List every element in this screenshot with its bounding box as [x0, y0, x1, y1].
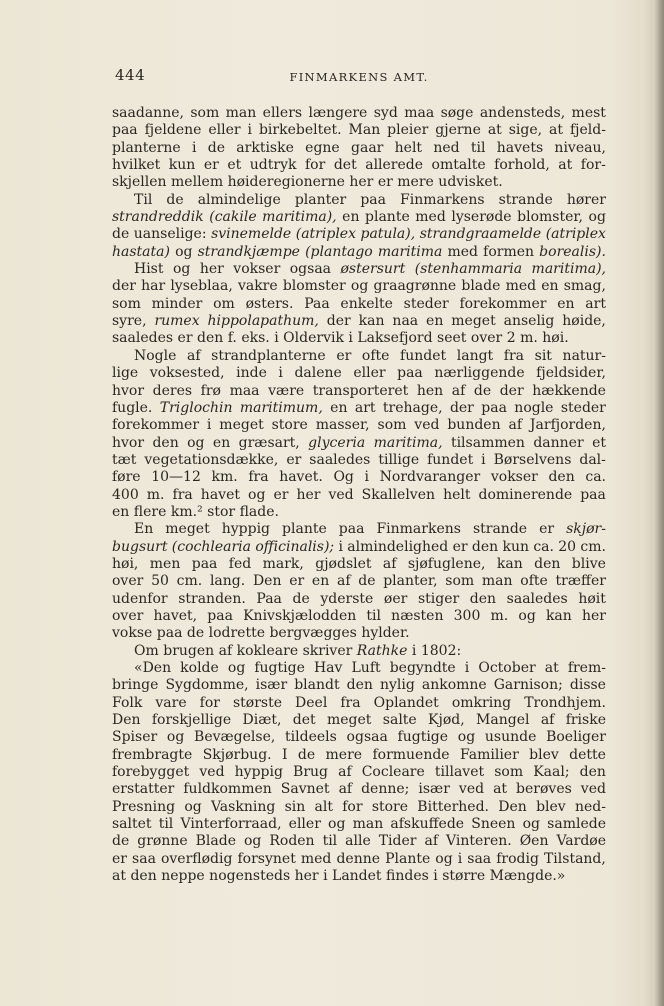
text-line: høi, men paa fed mark, gjødslet af sjøfuglene, kan den blive [112, 555, 606, 572]
text-line: over havet, paa Knivskjælodden til næsten 300 m. og kan her [112, 607, 606, 624]
text-line: lige voksested, inde i dalene eller paa nærliggende fjeldsider, [112, 365, 606, 382]
text-line: en flere km.² stor flade. [112, 503, 279, 520]
text-line: forekommer i meget store masser, som ved bunden af Jarfjorden, [112, 417, 606, 434]
text-line: Den forskjellige Diæt, det meget salte Kjød, Mangel af friske [112, 712, 606, 729]
text-line: Hist og her vokser ogsaa østersurt (stenhammaria maritima), [134, 261, 606, 278]
text-line: frembragte Skjørbug. I de mere formuende Familier blev dette [112, 746, 606, 763]
text-line: Om brugen af kokleare skriver Rathke i 1802: [134, 642, 462, 659]
text-line: hastata) og strandkjæmpe (plantago maritima med formen borealis). [112, 243, 606, 260]
text-line: En meget hyppig plante paa Finmarkens strande er skjør- [134, 521, 606, 538]
text-line: vokse paa de lodrette bergvægges hylder. [112, 625, 410, 642]
text-line: føre 10—12 km. fra havet. Og i Nordvaranger vokser den ca. [112, 469, 606, 486]
text-line: syre, rumex hippolapathum, der kan naa en meget anselig høide, [112, 313, 606, 330]
text-line: hvor den og en græsart, glyceria maritima, tilsammen danner et [112, 434, 606, 451]
text-line: 400 m. fra havet og er her ved Skallelven helt dominerende paa [112, 486, 606, 503]
text-line: Presning og Vaskning sin alt for store Bitterhed. Den blev ned- [112, 798, 606, 815]
text-line: at den neppe nogensteds her i Landet findes i større Mængde.» [112, 868, 566, 885]
text-line: er saa overflødig forsynet med denne Plante og i saa frodig Tilstand, [112, 850, 606, 867]
text-line: der har lyseblaa, vakre blomster og graagrønne blade med en smag, [112, 278, 606, 295]
text-line: saaledes er den f. eks. i Oldervik i Laksefjord seet over 2 m. høi. [112, 330, 569, 347]
text-line: bringe Sygdomme, især blandt den nylig ankomne Garnison; disse [112, 677, 606, 694]
text-line: tæt vegetationsdække, er saaledes tillige fundet i Børselvens dal- [112, 451, 606, 468]
body-text [112, 105, 606, 885]
text-line: saadanne, som man ellers længere syd maa søge andensteds, mest [112, 105, 606, 121]
text-line: erstatter fuldkommen Savnet af denne; især ved at berøves ved [112, 781, 606, 798]
text-line: planterne i de arktiske egne gaar helt ned til havets niveau, [112, 139, 606, 156]
text-line: strandreddik (cakile maritima), en plante med lyserøde blomster, og [112, 209, 606, 226]
text-line: bugsurt (cochlearia officinalis); i almindelighed er den kun ca. 20 cm. [112, 538, 606, 555]
text-line: skjellen mellem høideregionerne her er mere udvisket. [112, 174, 503, 191]
text-line: som minder om østers. Paa enkelte steder forekommer en art [112, 295, 606, 312]
text-line: de grønne Blade og Roden til alle Tider af Vinteren. Øen Vardøe [112, 833, 606, 850]
running-head: FINMARKENS AMT. [289, 70, 429, 84]
page-edge-shadow [655, 0, 664, 1006]
text-line: Nogle af strandplanterne er ofte fundet langt fra sit natur- [134, 347, 606, 364]
text-line: Til de almindelige planter paa Finmarkens strande hører [134, 191, 606, 208]
page-header [115, 66, 603, 88]
text-line: hvor deres frø maa være transporteret hen af de der hækkende [112, 382, 606, 399]
text-line: udenfor stranden. Paa de yderste øer stiger den saaledes høit [112, 590, 606, 607]
text-line: over 50 cm. lang. Den er en af de planter, som man ofte træffer [112, 573, 606, 590]
text-line: forebygget ved hyppig Brug af Cocleare tillavet som Kaal; den [112, 764, 606, 781]
text-line: de uanselige: svinemelde (atriplex patula), strandgraamelde (atriplex [112, 226, 606, 243]
page-number: 444 [115, 66, 146, 84]
text-line: hvilket kun er et udtryk for det allerede omtalte forhold, at for- [112, 157, 606, 174]
text-line: fugle. Triglochin maritimum, en art trehage, der paa nogle steder [112, 399, 606, 416]
text-line: saltet til Vinterforraad, eller og man afskuffede Sneen og samlede [112, 816, 606, 833]
text-line: Spiser og Bevægelse, tildeels ogsaa fugtige og usunde Boeliger [112, 729, 606, 746]
text-line: paa fjeldene eller i birkebeltet. Man pleier gjerne at sige, at fjeld- [112, 122, 606, 139]
text-line: «Den kolde og fugtige Hav Luft begyndte i October at frem- [134, 660, 606, 676]
text-line: Folk vare for største Deel fra Oplandet omkring Trondhjem. [112, 694, 606, 711]
